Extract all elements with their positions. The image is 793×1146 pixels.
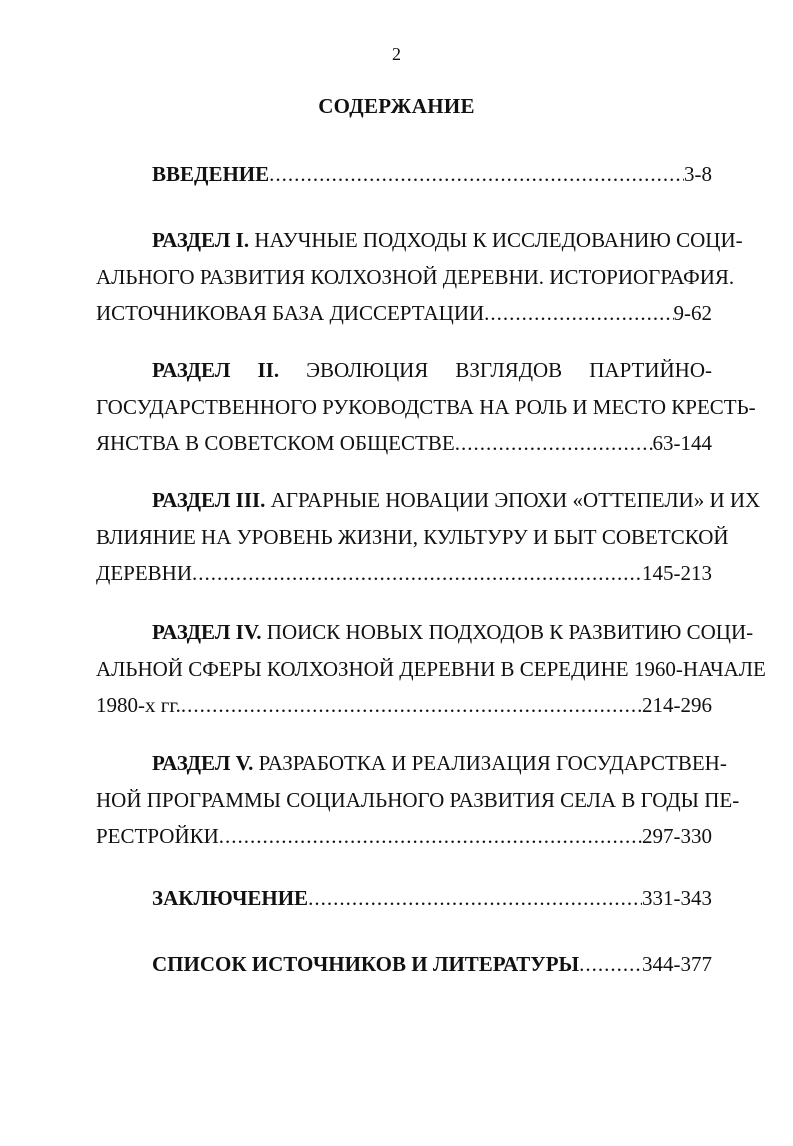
toc-page-range: 9-62 xyxy=(673,301,712,325)
dot-leader xyxy=(192,555,642,592)
toc-entry-title: ЗАКЛЮЧЕНИЕ xyxy=(152,886,309,910)
toc-entry-line: НОЙ ПРОГРАММЫ СОЦИАЛЬНОГО РАЗВИТИЯ СЕЛА В ГОДЫ ПЕ- xyxy=(96,787,740,812)
toc-entry-text: ЭВОЛЮЦИЯ ВЗГЛЯДОВ ПАРТИЙНО- xyxy=(306,358,712,382)
toc-entry-text: АГРАРНЫЕ НОВАЦИИ ЭПОХИ «ОТТЕПЕЛИ» И ИХ xyxy=(270,488,761,512)
toc-section-label: РАЗДЕЛ I. xyxy=(152,228,250,252)
toc-section-label: РАЗДЕЛ II. xyxy=(152,358,280,382)
toc-entry-line xyxy=(96,222,743,259)
toc-entry-line xyxy=(96,482,761,519)
toc-page-range: 63-144 xyxy=(652,431,712,455)
toc-entry-section-3[interactable] xyxy=(96,482,761,592)
dot-leader xyxy=(269,156,684,193)
dot-leader xyxy=(455,425,653,462)
toc-entry-text: НАУЧНЫЕ ПОДХОДЫ К ИССЛЕДОВАНИЮ СОЦИ- xyxy=(254,228,743,252)
toc-page-range: 344-377 xyxy=(642,952,712,976)
dot-leader xyxy=(308,880,642,917)
toc-page-range: 297-330 xyxy=(642,824,712,848)
toc-page-range: 145-213 xyxy=(642,561,712,585)
page-title: СОДЕРЖАНИЕ xyxy=(318,94,475,118)
toc-entry-text: 1980-х гг. xyxy=(96,693,181,717)
toc-section-label: РАЗДЕЛ III. xyxy=(152,488,266,512)
toc-entry-line xyxy=(96,745,727,782)
toc-page-range: 214-296 xyxy=(642,693,712,717)
toc-section-label: РАЗДЕЛ IV. xyxy=(152,620,262,644)
toc-entry-conclusion[interactable] xyxy=(96,880,712,917)
toc-entry-section-2[interactable] xyxy=(96,352,756,462)
toc-entry-title: СПИСОК ИСТОЧНИКОВ И ЛИТЕРАТУРЫ xyxy=(152,952,580,976)
toc-entry-text: ДЕРЕВНИ xyxy=(96,561,192,585)
toc-entry-line: АЛЬНОГО РАЗВИТИЯ КОЛХОЗНОЙ ДЕРЕВНИ. ИСТОРИОГРАФИЯ. xyxy=(96,264,735,289)
toc-section-label: РАЗДЕЛ V. xyxy=(152,751,254,775)
toc-entry-text: РЕСТРОЙКИ xyxy=(96,824,219,848)
toc-page-range: 331-343 xyxy=(642,886,712,910)
toc-entry-bibliography[interactable] xyxy=(96,946,712,983)
toc-entry-text: РАЗРАБОТКА И РЕАЛИЗАЦИЯ ГОСУДАРСТВЕН- xyxy=(258,751,727,775)
dot-leader xyxy=(181,687,642,724)
dot-leader xyxy=(579,946,642,983)
page-number: 2 xyxy=(392,44,401,64)
toc-entry-section-1[interactable] xyxy=(96,222,743,332)
toc-entry-title: ВВЕДЕНИЕ xyxy=(152,162,270,186)
toc-entry-text: ЯНСТВА В СОВЕТСКОМ ОБЩЕСТВЕ xyxy=(96,431,455,455)
toc-entry-line xyxy=(96,614,754,651)
dot-leader xyxy=(484,295,673,332)
toc-entry-line: ГОСУДАРСТВЕННОГО РУКОВОДСТВА НА РОЛЬ И МЕСТО КРЕСТЬ- xyxy=(96,394,756,419)
toc-entry-line xyxy=(96,352,712,389)
toc-entry-introduction[interactable] xyxy=(96,156,712,193)
toc-page-range: 3-8 xyxy=(684,162,712,186)
toc-entry-line: АЛЬНОЙ СФЕРЫ КОЛХОЗНОЙ ДЕРЕВНИ В СЕРЕДИНЕ 1960-НАЧАЛЕ xyxy=(96,656,766,681)
toc-entry-text: ИСТОЧНИКОВАЯ БАЗА ДИССЕРТАЦИИ xyxy=(96,301,485,325)
toc-entry-section-5[interactable] xyxy=(96,745,740,855)
dot-leader xyxy=(219,818,642,855)
toc-entry-line: ВЛИЯНИЕ НА УРОВЕНЬ ЖИЗНИ, КУЛЬТУРУ И БЫТ СОВЕТСКОЙ xyxy=(96,524,729,549)
toc-entry-section-4[interactable] xyxy=(96,614,766,724)
toc-entry-text: ПОИСК НОВЫХ ПОДХОДОВ К РАЗВИТИЮ СОЦИ- xyxy=(266,620,754,644)
